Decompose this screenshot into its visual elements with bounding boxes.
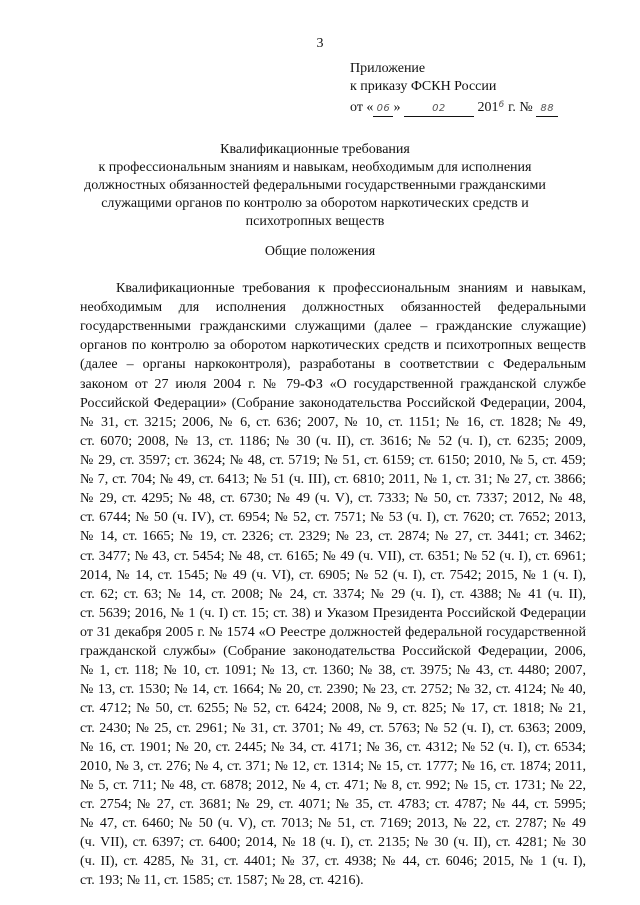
page-number: 3 bbox=[316, 36, 324, 51]
order-number-handwritten: 88 bbox=[540, 103, 555, 114]
date-day-field bbox=[373, 101, 393, 117]
paragraph-line: Квалификационные требования к профессиональным знаниям и навыкам, bbox=[116, 281, 586, 296]
document-title bbox=[80, 141, 550, 231]
paragraph-line: законом от 27 июля 2004 г. № 79-ФЗ «О государственной гражданской службе bbox=[80, 376, 586, 392]
date-year-prefix: 201 bbox=[477, 100, 499, 115]
title-line: психотропных веществ bbox=[245, 214, 385, 229]
date-prefix: от « bbox=[350, 100, 374, 115]
paragraph-line: от 31 декабря 2005 г. № 1574 «О Реестре должностей федеральной государственной bbox=[80, 624, 586, 640]
paragraph-line: № 29, ст. 4295; № 48, ст. 6730; № 49 (ч. V), ст. 7333; № 50, ст. 7337; 2012, № 48, bbox=[80, 491, 586, 507]
date-month-handwritten: 02 bbox=[432, 103, 446, 114]
paragraph-line: № 14, ст. 1665; № 19, ст. 2326; ст. 2329; № 23, ст. 2874; № 27, ст. 3441; ст. 3462; bbox=[80, 529, 586, 545]
paragraph-line: ст. 6070; 2008, № 13, ст. 1186; № 30 (ч. II), ст. 3616; № 52 (ч. I), ст. 6235; 2009, bbox=[80, 433, 586, 449]
paragraph-line: № 16, ст. 1901; № 20, ст. 2445; № 34, ст. 4171; № 36, ст. 4312; № 52 (ч. I), ст. 6534; bbox=[80, 739, 586, 755]
paragraph-line: ст. 193; № 11, ст. 1585; ст. 1587; № 28, ст. 4216). bbox=[80, 873, 364, 889]
paragraph-line: № 1, ст. 118; № 10, ст. 1091; № 13, ст. 1360; № 38, ст. 3975; № 43, ст. 4480; 2007, bbox=[80, 663, 586, 679]
paragraph-line: необходимым для исполнения должностных обязанностей федеральными bbox=[80, 300, 586, 316]
paragraph-line: ст. 4712; № 50, ст. 6255; № 52, ст. 6424; 2008, № 9, ст. 825; № 17, ст. 1818; № 21, bbox=[80, 701, 586, 717]
date-month-field bbox=[404, 101, 474, 117]
paragraph-line: ст. 6744; № 50 (ч. IV), ст. 6954; № 52, ст. 7571; № 53 (ч. I), ст. 7620; ст. 7652; 2013, bbox=[80, 510, 586, 526]
paragraph-line: № 7, ст. 704; № 49, ст. 6413; № 51 (ч. III), ст. 6810; 2011, № 1, ст. 31; № 27, ст. 3866; bbox=[80, 472, 586, 488]
paragraph-line: № 5, ст. 711; № 48, ст. 6878; 2012, № 4, ст. 471; № 8, ст. 992; № 15, ст. 1731; № 22, bbox=[80, 777, 586, 793]
title-line: к профессиональным знаниям и навыкам, необходимым для исполнения bbox=[98, 160, 532, 175]
appendix-order-ref: к приказу ФСКН России bbox=[350, 79, 497, 94]
paragraph-line: 2014, № 14, ст. 1545; № 49 (ч. VI), ст. 6905; № 52 (ч. I), ст. 7542; 2015, № 1 (ч. I), bbox=[80, 567, 586, 583]
title-line: должностных обязанностей федеральными государственными гражданскими bbox=[84, 178, 546, 193]
date-year-handwritten: 6 bbox=[498, 100, 505, 110]
paragraph-line: ст. 62; ст. 63; № 14, ст. 2008; № 24, ст. 3374; № 29 (ч. I), ст. 4388; № 41 (ч. II), bbox=[80, 586, 586, 602]
paragraph-line: гражданской службы» (Собрание законодательства Российской Федерации, 2006, bbox=[80, 644, 586, 660]
paragraph-line: (далее – органы наркоконтроля), разработаны в соответствии с Федеральным bbox=[80, 357, 586, 373]
paragraph-line: органов по контролю за оборотом наркотических средств и психотропных веществ bbox=[80, 338, 586, 354]
order-number-field bbox=[536, 101, 558, 117]
paragraph-line: ст. 3477; № 43, ст. 5454; № 48, ст. 6165; № 49 (ч. VII), ст. 6351; № 52 (ч. I), ст. 6961; bbox=[80, 548, 586, 564]
paragraph-line: № 47, ст. 6460; № 50 (ч. V), ст. 7013; № 51, ст. 7169; 2013, № 22, ст. 2787; № 49 bbox=[80, 816, 586, 832]
section-title: Общие положения bbox=[264, 244, 376, 259]
appendix-header bbox=[350, 60, 600, 117]
paragraph-line: ст. 2754; № 27, ст. 3681; № 29, ст. 4071; № 35, ст. 4783; ст. 4787; № 44, ст. 5995; bbox=[80, 796, 586, 812]
paragraph-line: ст. 2430; № 25, ст. 2961; № 31, ст. 3701; № 49, ст. 5763; № 52 (ч. I), ст. 6363; 2009, bbox=[80, 720, 586, 736]
paragraph-line: 2010, № 3, ст. 276; № 4, ст. 371; № 12, ст. 1314; № 15, ст. 1777; № 16, ст. 1874; 2011, bbox=[80, 758, 586, 774]
date-day-handwritten: 06 bbox=[376, 103, 391, 114]
paragraph-line: государственными гражданскими служащими (далее – гражданские служащие) bbox=[80, 319, 586, 335]
paragraph-line: (ч. II), ст. 4285, № 31, ст. 4401; № 37, ст. 4938; № 44, ст. 6046; 2015, № 1 (ч. I), bbox=[80, 854, 586, 870]
paragraph-line: ст. 5639; 2016, № 1 (ч. I) ст. 15; ст. 38) и Указом Президента Российской Федерации bbox=[80, 605, 586, 621]
paragraph-line: № 29, ст. 3597; ст. 3624; № 48, ст. 5719; № 51, ст. 6159; ст. 6150; 2010, № 5, ст. 459; bbox=[80, 452, 586, 468]
main-paragraph bbox=[80, 279, 586, 891]
title-line: служащими органов по контролю за оборотом наркотических средств и bbox=[101, 196, 529, 211]
paragraph-line: Российской Федерации» (Собрание законодательства Российской Федерации, 2004, bbox=[80, 395, 586, 411]
appendix-date-line bbox=[350, 96, 600, 117]
paragraph-line: № 31, ст. 3215; 2006, № 6, ст. 636; 2007, № 10, ст. 1151; № 16, ст. 1828; № 49, bbox=[80, 414, 586, 430]
paragraph-line: (ч. VII), ст. 6397; ст. 6400; 2014, № 18 (ч. I), ст. 2135; № 30 (ч. II), ст. 4281; № 30 bbox=[80, 835, 586, 851]
appendix-label: Приложение bbox=[350, 61, 426, 76]
date-suffix: г. № bbox=[508, 100, 533, 115]
date-mid: » bbox=[393, 100, 401, 115]
title-line: Квалификационные требования bbox=[220, 142, 410, 157]
paragraph-line: № 13, ст. 1530; № 14, ст. 1664; № 20, ст. 2390; № 23, ст. 2752; № 32, ст. 4124; № 40, bbox=[80, 682, 586, 698]
